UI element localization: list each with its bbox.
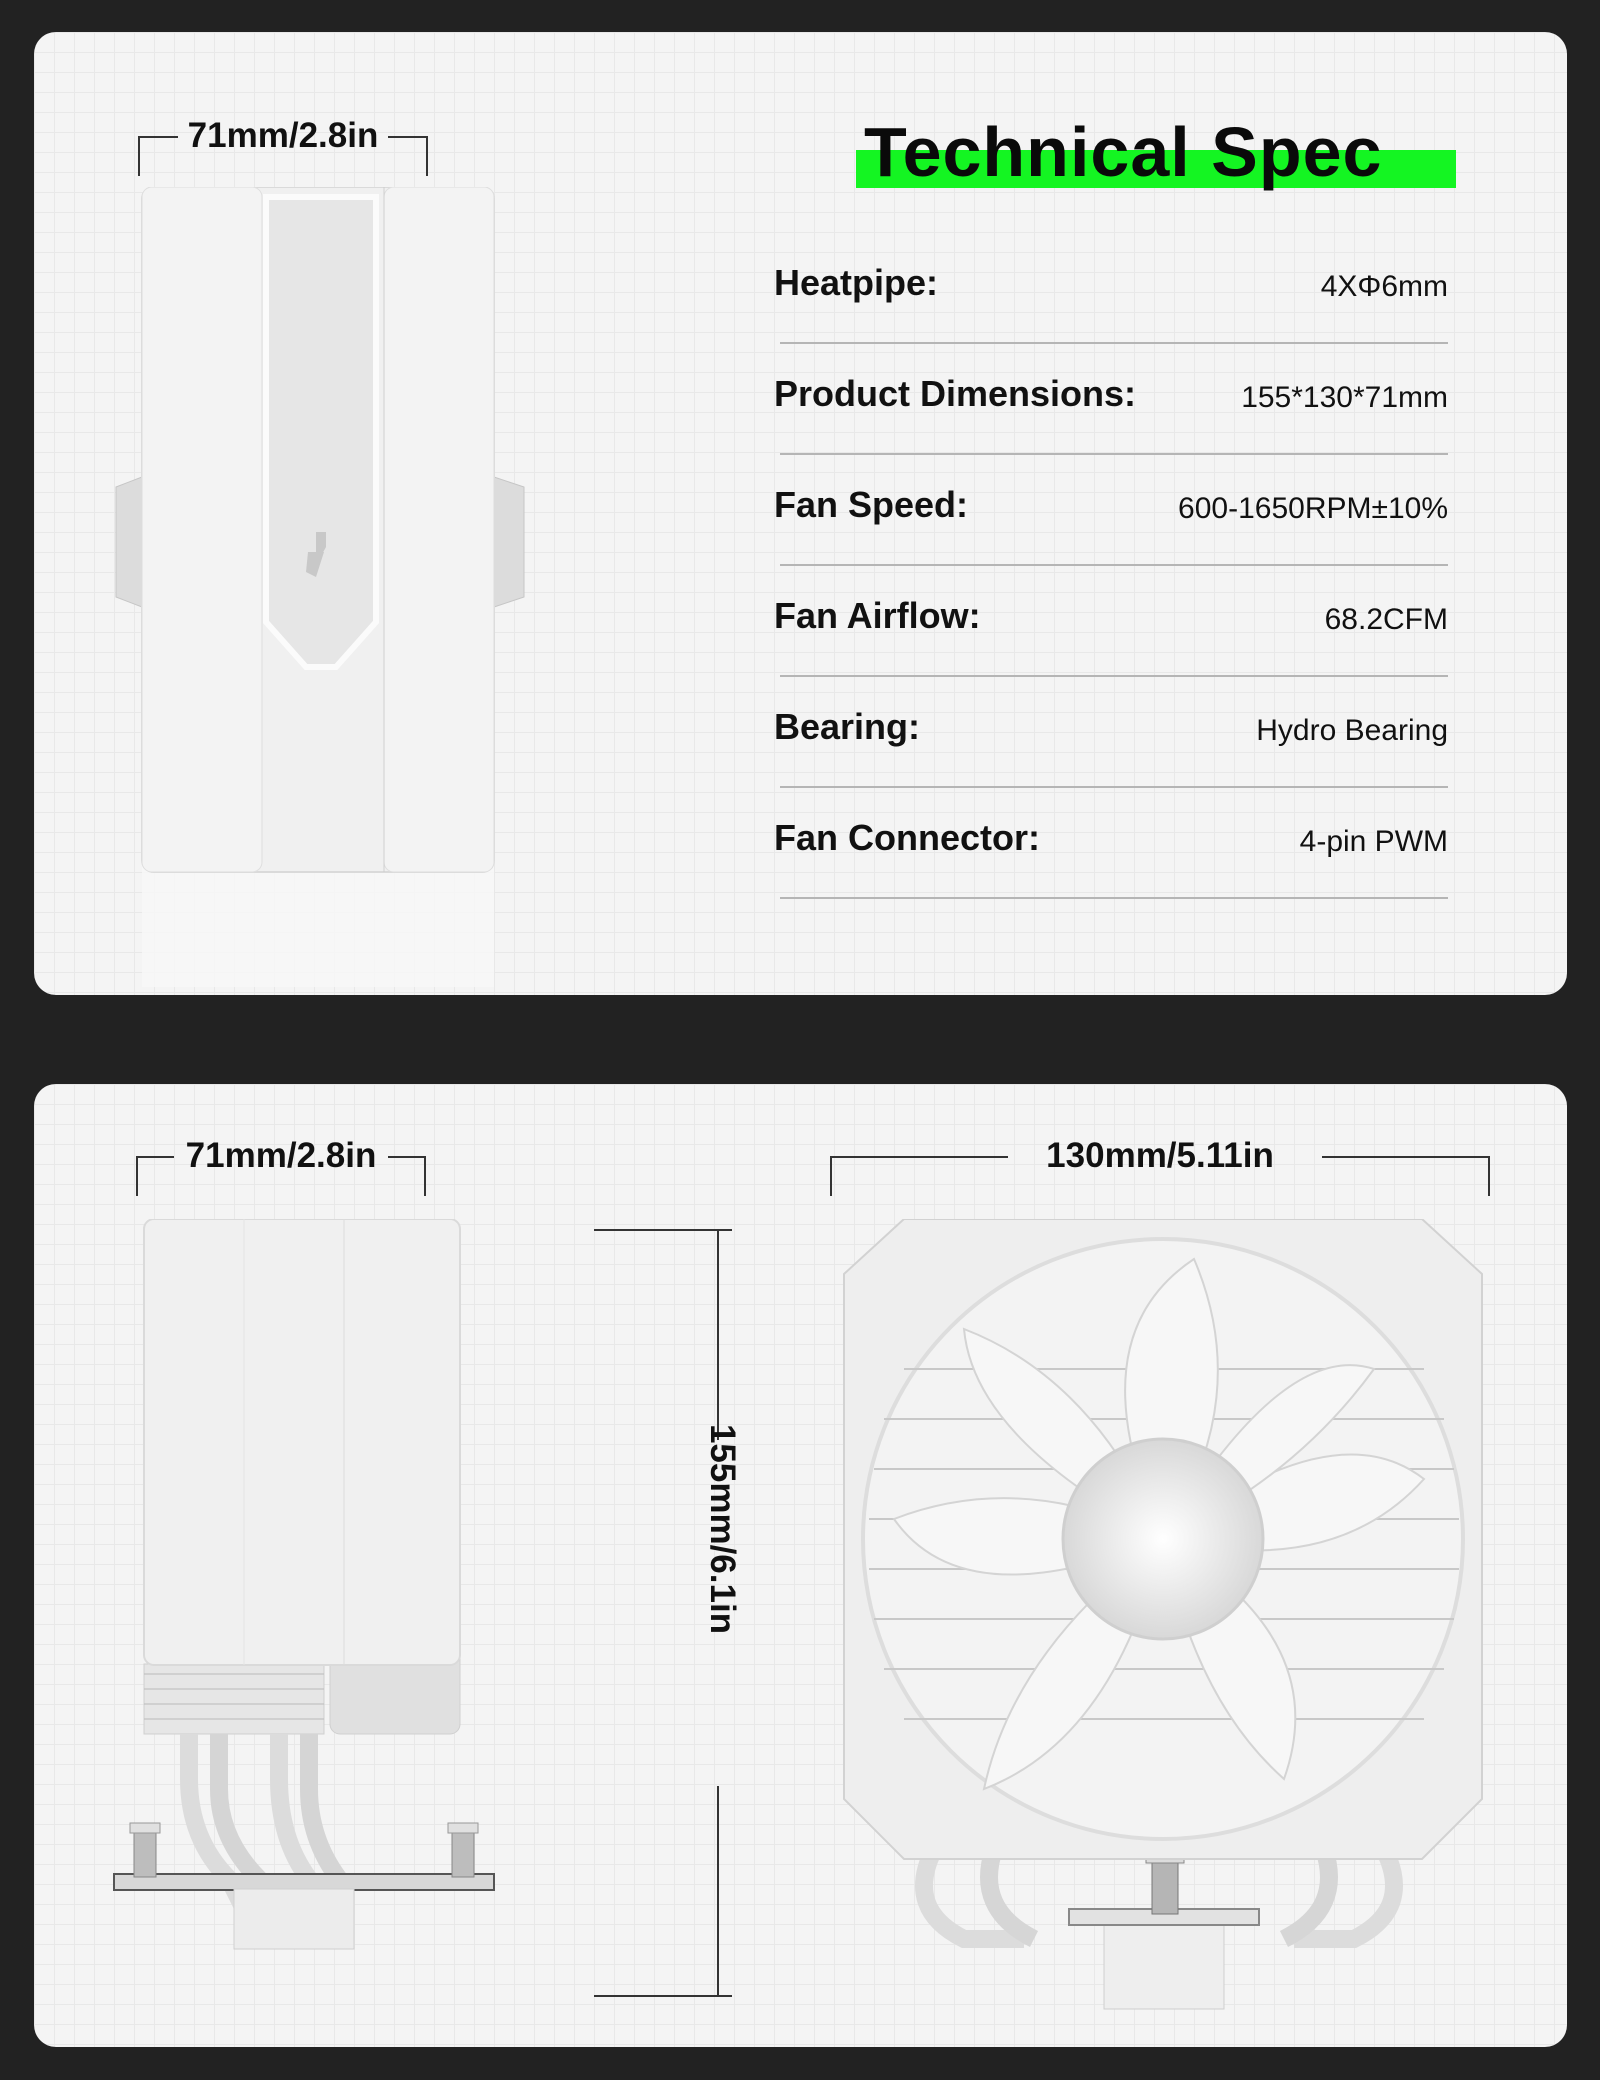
spec-label: Product Dimensions: [774,373,1137,414]
cooler-front-view-image [814,1219,1534,2047]
spec-value: 68.2CFM [1324,603,1448,636]
spec-divider [780,897,1448,899]
height-label: 155mm/6.1in [703,1423,742,1635]
side-width-label: 71mm/2.8in [185,1136,377,1175]
spec-list [740,242,1500,908]
spec-label: Heatpipe: [774,262,939,303]
spec-row-dimensions [740,353,1500,464]
front-width-label: 130mm/5.11in [1046,1136,1274,1175]
spec-title-block [824,110,1454,200]
spec-value: 4-pin PWM [1299,825,1448,858]
cooler-side-view-image [94,187,574,995]
spec-divider [780,342,1448,344]
side-width-dimension [136,1138,426,1198]
spec-divider [780,453,1448,455]
spec-row-fan-airflow [740,575,1500,686]
spec-label: Fan Connector: [774,817,1040,858]
spec-row-bearing [740,686,1500,797]
spec-row-fan-speed [740,464,1500,575]
spec-divider [780,786,1448,788]
top-width-dimension [138,118,428,178]
spec-label: Fan Speed: [774,484,969,525]
spec-row-fan-connector [740,797,1500,908]
front-width-dimension [830,1138,1490,1198]
spec-value: 600-1650RPM±10% [1178,492,1448,525]
top-width-label: 71mm/2.8in [187,116,379,155]
spec-divider [780,675,1448,677]
spec-divider [780,564,1448,566]
spec-label: Fan Airflow: [774,595,981,636]
spec-label: Bearing: [774,706,921,747]
spec-row-heatpipe [740,242,1500,353]
top-spec-panel [34,32,1567,995]
spec-title: Technical Spec [864,113,1383,191]
bottom-dimension-panel [34,1084,1567,2047]
cooler-side-profile-image [94,1219,614,2047]
spec-value: Hydro Bearing [1256,714,1448,747]
spec-value: 155*130*71mm [1241,381,1448,414]
spec-value: 4XΦ6mm [1320,270,1448,303]
